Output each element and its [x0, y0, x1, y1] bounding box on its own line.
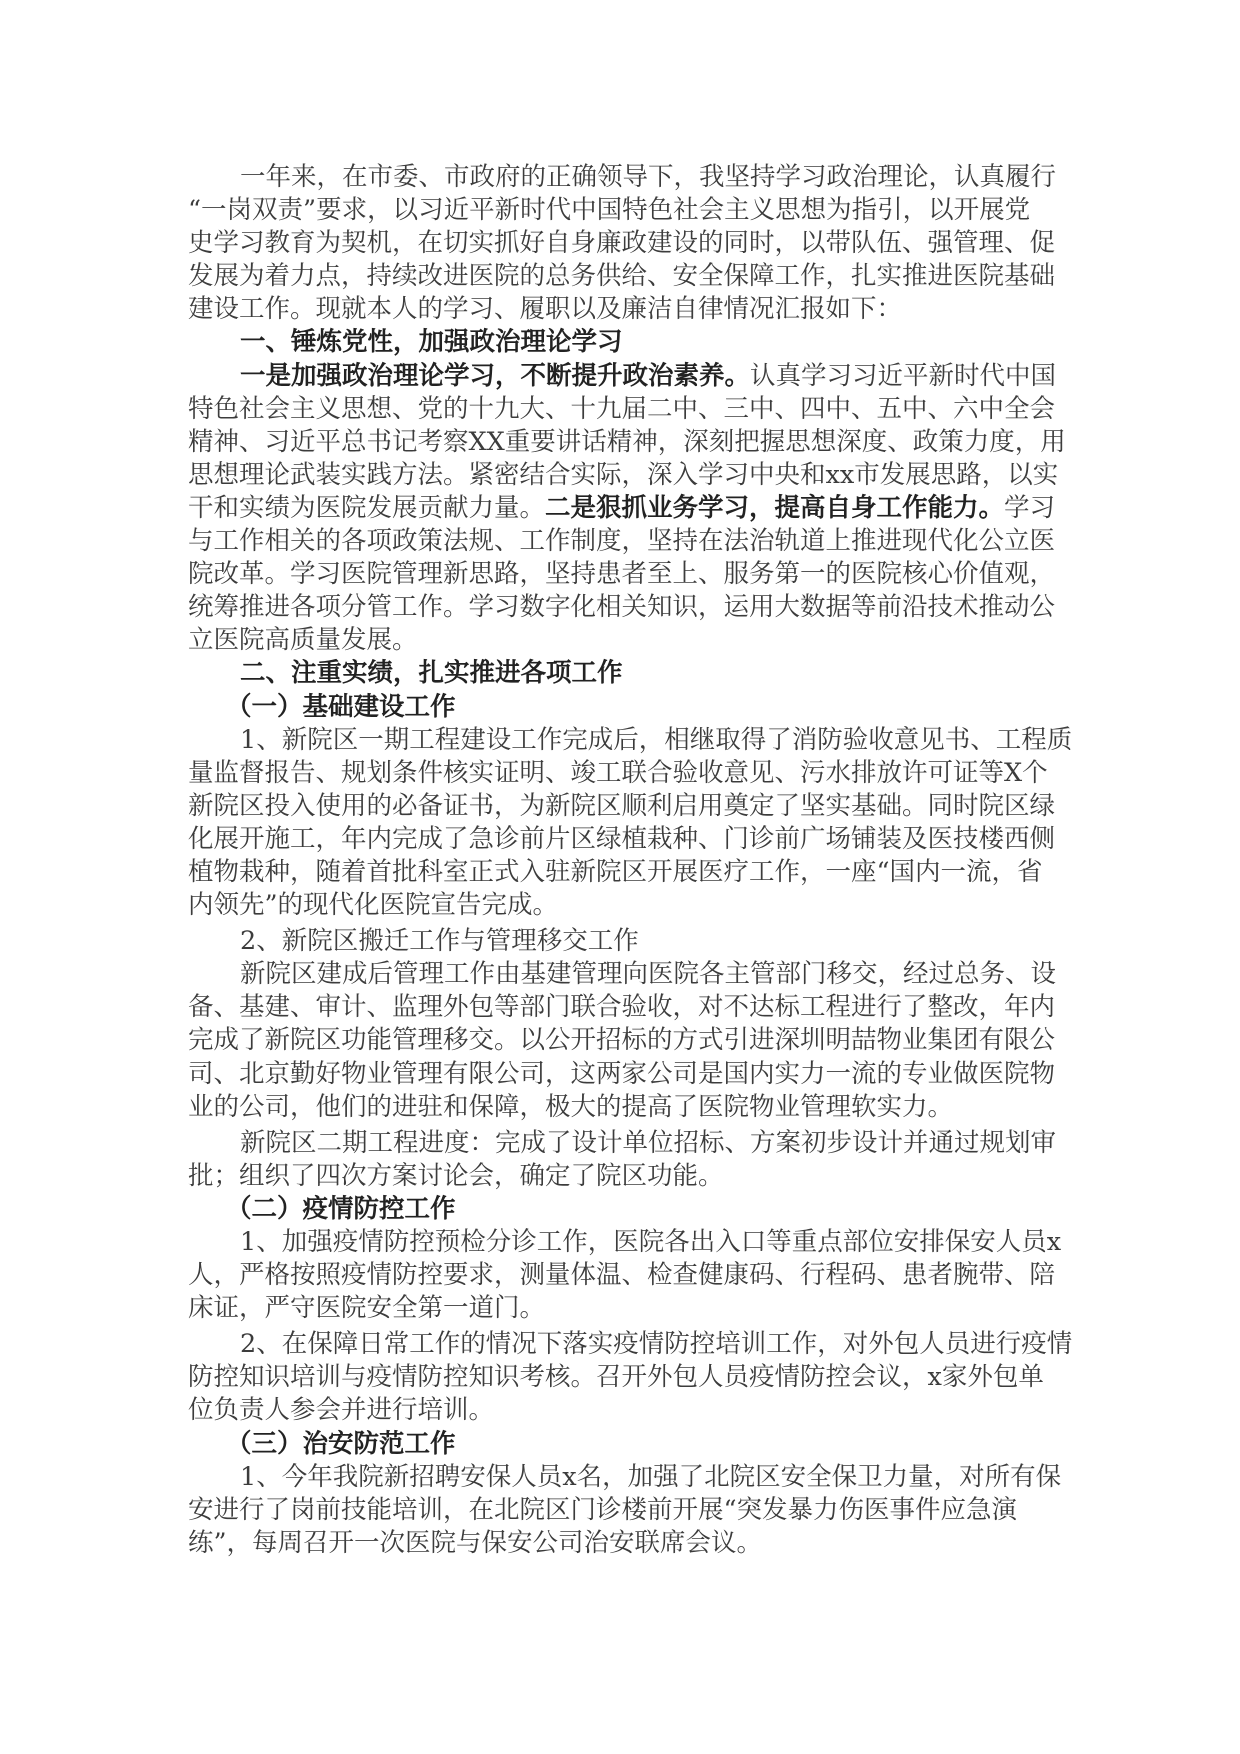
text-line — [188, 1328, 1073, 1361]
body-text: 司、北京勤好物业管理有限公司，这两家公司是国内实力一流的专业做医院物 — [188, 1058, 1056, 1089]
text-line — [188, 558, 1058, 591]
body-text: 院改革。学习医院管理新思路，坚持患者至上、服务第一的医院核心价值观， — [188, 559, 1056, 590]
text-line — [188, 1226, 1062, 1259]
text-line — [188, 624, 1058, 657]
text-line — [188, 1024, 1058, 1057]
body-text: 新院区建成后管理工作由基建管理向医院各主管部门移交，经过总务、设 — [240, 959, 1057, 990]
bold-text: （一）基础建设工作 — [226, 691, 456, 722]
text-line — [188, 360, 1058, 393]
bold-text: 一、锤炼党性，加强政治理论学习 — [240, 327, 623, 358]
text-line — [188, 591, 1058, 624]
body-text: 床证，严守医院安全第一道门。 — [188, 1293, 546, 1324]
body-text: 2、在保障日常工作的情况下落实疫情防控培训工作，对外包人员进行疫情 — [240, 1329, 1073, 1360]
text-line — [188, 459, 1058, 492]
body-text: 1、今年我院新招聘安保人员x名，加强了北院区安全保卫力量，对所有保 — [240, 1461, 1062, 1492]
body-text: 立医院高质量发展。 — [188, 625, 418, 656]
text-line — [188, 1394, 1058, 1427]
body-text: 化展开施工，年内完成了急诊前片区绿植栽种、门诊前广场铺装及医技楼西侧 — [188, 823, 1056, 854]
text-line — [188, 757, 1058, 790]
body-text: 1、加强疫情防控预检分诊工作，医院各出入口等重点部位安排保安人员x — [240, 1227, 1062, 1257]
text-line — [188, 194, 1058, 227]
text-line — [188, 227, 1058, 260]
body-text: 学习 — [1004, 492, 1056, 523]
body-text: 批；组织了四次方案讨论会，确定了院区功能。 — [188, 1160, 724, 1191]
text-line — [188, 1461, 1062, 1494]
text-line — [188, 958, 1058, 991]
bold-text: （三）治安防范工作 — [226, 1428, 456, 1459]
body-text: 特色社会主义思想、党的十九大、十九届二中、三中、四中、五中、六中全会 — [188, 393, 1056, 424]
text-line — [188, 260, 1058, 293]
body-text: 建设工作。现就本人的学习、履职以及廉洁自律情况汇报如下： — [188, 294, 903, 325]
body-text: 练”，每周召开一次医院与保安公司治安联席会议。 — [188, 1527, 763, 1558]
text-line — [188, 1292, 1058, 1325]
body-text: 完成了新院区功能管理移交。以公开招标的方式引进深圳明喆物业集团有限公 — [188, 1025, 1056, 1056]
body-text: 安进行了岗前技能培训，在北院区门诊楼前开展“突发暴力伤医事件应急演 — [188, 1494, 1018, 1525]
body-text: 史学习教育为契机，在切实抓好自身廉政建设的同时，以带队伍、强管理、促 — [188, 228, 1056, 259]
body-text: 防控知识培训与疫情防控知识考核。召开外包人员疫情防控会议，x家外包单 — [188, 1362, 1044, 1393]
section-heading — [188, 657, 1058, 690]
text-line — [188, 823, 1058, 856]
document-body — [188, 161, 1073, 1560]
body-text: 新院区投入使用的必备证书，为新院区顺利启用奠定了坚实基础。同时院区绿 — [188, 790, 1056, 821]
text-line — [188, 790, 1058, 823]
body-text: 认真学习习近平新时代中国 — [750, 360, 1057, 391]
body-text: “一岗双责”要求，以习近平新时代中国特色社会主义思想为指引，以开展党 — [188, 195, 1031, 226]
text-line — [188, 1494, 1058, 1527]
body-text: 思想理论武装实践方法。紧密结合实际，深入学习中央和xx市发展思路，以实 — [188, 459, 1059, 490]
body-text: 2、新院区搬迁工作与管理移交工作 — [240, 926, 639, 957]
text-line — [188, 525, 1058, 558]
body-text: 与工作相关的各项政策法规、工作制度，坚持在法治轨道上推进现代化公立医 — [188, 526, 1056, 557]
text-line — [188, 925, 1058, 958]
text-line — [188, 1091, 1058, 1124]
body-text: 备、基建、审计、监理外包等部门联合验收，对不达标工程进行了整改，年内 — [188, 992, 1056, 1023]
text-line — [188, 889, 1058, 922]
body-text: 业的公司，他们的进驻和保障，极大的提高了医院物业管理软实力。 — [188, 1091, 954, 1122]
text-line — [188, 724, 1073, 757]
section-heading — [188, 326, 1058, 359]
body-text: 发展为着力点，持续改进医院的总务供给、安全保障工作，扎实推进医院基础 — [188, 261, 1056, 292]
text-line — [188, 991, 1058, 1024]
body-text: 位负责人参会并进行培训。 — [188, 1395, 495, 1426]
body-text: 精神、习近平总书记考察XX重要讲话精神，深刻把握思想深度、政策力度，用 — [188, 426, 1066, 457]
text-line — [188, 293, 1058, 326]
section-heading — [188, 1428, 1058, 1461]
body-text: 1、新院区一期工程建设工作完成后，相继取得了消防验收意见书、工程质 — [240, 724, 1073, 755]
bold-text: 一是加强政治理论学习，不断提升政治素养。 — [240, 360, 751, 391]
section-heading — [188, 1193, 1058, 1226]
text-line — [188, 1127, 1058, 1160]
text-line — [188, 492, 1058, 525]
body-text: 统筹推进各项分管工作。学习数字化相关知识，运用大数据等前沿技术推动公 — [188, 592, 1056, 623]
text-line — [188, 1361, 1058, 1394]
text-line — [188, 856, 1058, 889]
body-text: 新院区二期工程进度：完成了设计单位招标、方案初步设计并通过规划审 — [240, 1127, 1057, 1158]
text-line — [188, 1160, 1058, 1193]
text-line — [188, 426, 1066, 459]
text-line — [188, 1527, 1058, 1560]
text-line — [188, 161, 1058, 194]
body-text: 一年来，在市委、市政府的正确领导下，我坚持学习政治理论，认真履行 — [240, 162, 1057, 192]
body-text: 植物栽种，随着首批科室正式入驻新院区开展医疗工作，一座“国内一流，省 — [188, 856, 1043, 887]
bold-text: 二、注重实绩，扎实推进各项工作 — [240, 658, 623, 689]
body-text: 人，严格按照疫情防控要求，测量体温、检查健康码、行程码、患者腕带、陪 — [188, 1260, 1056, 1291]
body-text: 内领先”的现代化医院宣告完成。 — [188, 890, 559, 921]
body-text: 干和实绩为医院发展贡献力量。 — [188, 492, 546, 523]
text-line — [188, 393, 1058, 426]
text-line — [188, 1259, 1058, 1292]
section-heading — [188, 691, 1058, 724]
bold-text: （二）疫情防控工作 — [226, 1193, 456, 1224]
body-text: 量监督报告、规划条件核实证明、竣工联合验收意见、污水排放许可证等X个 — [188, 757, 1048, 788]
bold-text: 二是狠抓业务学习，提高自身工作能力。 — [545, 492, 1005, 523]
text-line — [188, 1058, 1058, 1091]
